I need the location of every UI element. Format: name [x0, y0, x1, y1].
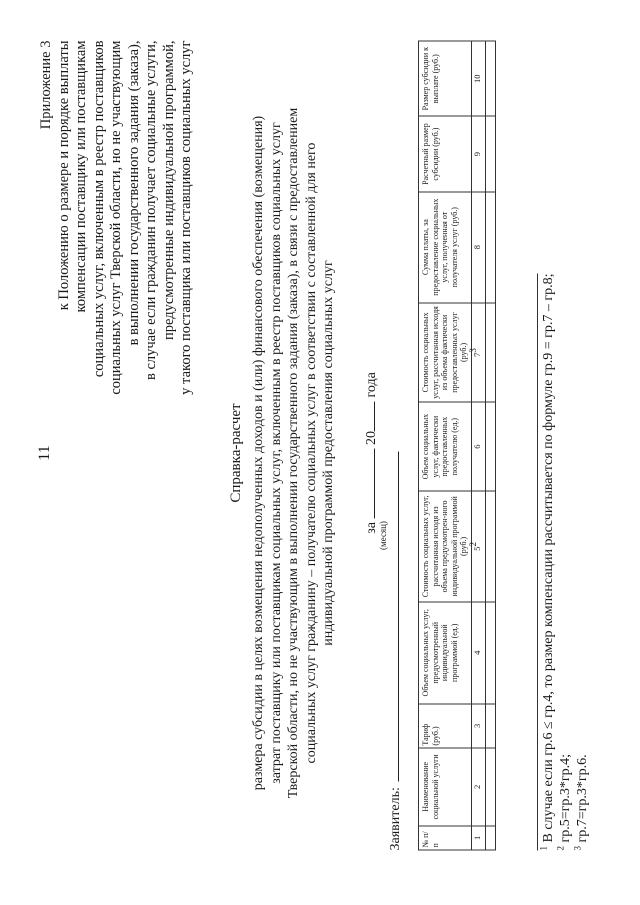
- subtitle-line: Тверской области, но не участвующим в выполнении государственного задания (заказа), в связи с предоставлением: [286, 107, 301, 798]
- period-prefix: за: [364, 521, 379, 534]
- column-number: 2: [471, 784, 482, 789]
- column-number: 6: [471, 444, 482, 449]
- table-cell: [485, 601, 495, 703]
- table-cell: [485, 490, 495, 601]
- subtitle-line: размера субсидии в целях возмещения недополученных доходов и (или) финансового обеспечения (возмещения): [251, 115, 266, 790]
- table-cell: [485, 41, 495, 116]
- appendix-line: социальных услуг Тверской области, но не участвующим: [108, 40, 124, 395]
- header-cell: Размер субсидии к выплате (руб.): [419, 41, 472, 116]
- table-cell: [485, 116, 495, 191]
- header-cell: Наименование социальной услуги: [419, 748, 472, 826]
- year-prefix: 20: [364, 430, 379, 445]
- applicant-label: Заявитель:: [388, 786, 403, 850]
- header-cell: Сумма платы, за предоставление социальных услуг, полученная от получателя услуг (руб.): [419, 191, 472, 302]
- column-number: 9: [471, 151, 482, 156]
- header-cell: Стоимость социальных услуг, рассчитанная исходя из объема фактически предоставленных услуг (руб.): [419, 302, 472, 402]
- table-column-numbers-row: [471, 41, 485, 850]
- header-cell: Расчетный размер субсидии (руб.): [419, 116, 472, 191]
- column-number-cell: [471, 116, 485, 191]
- header-cell: № п/п: [419, 825, 472, 849]
- footnote-number: 3: [572, 845, 583, 850]
- table-cell: [485, 402, 495, 491]
- appendix-line: компенсации поставщику или поставщикам: [73, 40, 89, 312]
- month-blank: [360, 448, 375, 518]
- appendix-line: социальных услуг, включенным в реестр поставщиков: [90, 40, 107, 377]
- column-number: 1: [471, 835, 482, 840]
- footnote-mark: 3: [467, 347, 478, 353]
- appendix-line: в выполнении государственного задания (заказа),: [125, 40, 142, 345]
- appendix-line: Приложение 3: [38, 40, 54, 129]
- column-number-cell: [467, 302, 485, 402]
- footnote-mark: 2: [467, 541, 478, 546]
- subtitle-line: социальных услуг гражданину – получателю социальных услуг в соответствии с составленной для него: [303, 142, 319, 763]
- footnote-text: гр.7=гр.3*гр.6.: [575, 753, 590, 842]
- header-cell: Объем социальных услуг, фактически предоставленных получателю (ед.): [419, 402, 472, 491]
- table-cell: [485, 191, 495, 302]
- footnote-text: В случае если гр.6 ≤ гр.4, то размер компенсации рассчитывается по формуле гр.9 = гр.7 – гр.8;: [541, 273, 556, 842]
- table-cell: [485, 825, 495, 849]
- column-number: 3: [471, 723, 482, 728]
- subsidy-table: [418, 40, 496, 850]
- footnote-number: 1: [538, 845, 549, 850]
- column-number-cell: [471, 191, 485, 302]
- header-cell: Тариф (руб.): [419, 703, 472, 747]
- table-cell: [485, 748, 495, 826]
- appendix-line: к Положению о размере и порядке выплаты: [55, 40, 72, 310]
- period-line: [360, 0, 380, 905]
- applicant-row: [386, 451, 404, 850]
- footnote-1: [537, 273, 557, 850]
- subtitle-line: индивидуальной программой предоставления социальных услуг: [321, 259, 336, 646]
- column-number-cell: [467, 490, 485, 601]
- footnote-number: 2: [555, 845, 566, 850]
- applicant-blank-line: [386, 451, 399, 781]
- column-number-cell: [471, 825, 485, 849]
- page-number: 11: [36, 444, 53, 461]
- appendix-line: в случае если гражданин получает социальные услуги,: [143, 40, 159, 380]
- year-suffix: года: [364, 371, 379, 398]
- column-number-cell: [471, 703, 485, 747]
- column-number: 5: [471, 546, 482, 551]
- table-header-row: [419, 41, 472, 850]
- column-number: 4: [471, 650, 482, 655]
- table-row: [485, 41, 495, 850]
- year-blank: [360, 401, 375, 431]
- column-number-cell: [471, 601, 485, 703]
- column-number-cell: [471, 41, 485, 116]
- footnotes: [537, 273, 591, 850]
- document-subtitle: [250, 40, 338, 865]
- footnote-2: [557, 273, 574, 850]
- appendix-header: [38, 40, 196, 460]
- header-cell: Объем социальных услуг, предусмотренный индивидуальной программой (ед.): [419, 601, 472, 703]
- header-cell: Стоимость социальных услуг, рассчитанная исходя из объема предусмотрен-ного индивидуальной программой (руб.): [419, 490, 472, 601]
- document-title: Справка-расчет: [228, 402, 244, 503]
- column-number: 10: [471, 73, 482, 83]
- appendix-line: у такого поставщика или поставщиков социальных услуг: [178, 40, 194, 395]
- table-cell: [485, 703, 495, 747]
- column-number: 8: [471, 244, 482, 249]
- month-hint: (месяц): [378, 520, 388, 550]
- footnote-text: гр.5=гр.3*гр.4;: [558, 753, 573, 842]
- subtitle-line: затрат поставщику или поставщикам социальных услуг, включенным в реестр поставщиков социальных услуг: [268, 121, 284, 784]
- column-number-cell: [471, 748, 485, 826]
- column-number: 7: [471, 352, 482, 357]
- table-cell: [485, 302, 495, 402]
- footnote-3: [574, 273, 591, 850]
- appendix-line: предусмотренные индивидуальной программой,: [160, 40, 177, 340]
- column-number-cell: [471, 402, 485, 491]
